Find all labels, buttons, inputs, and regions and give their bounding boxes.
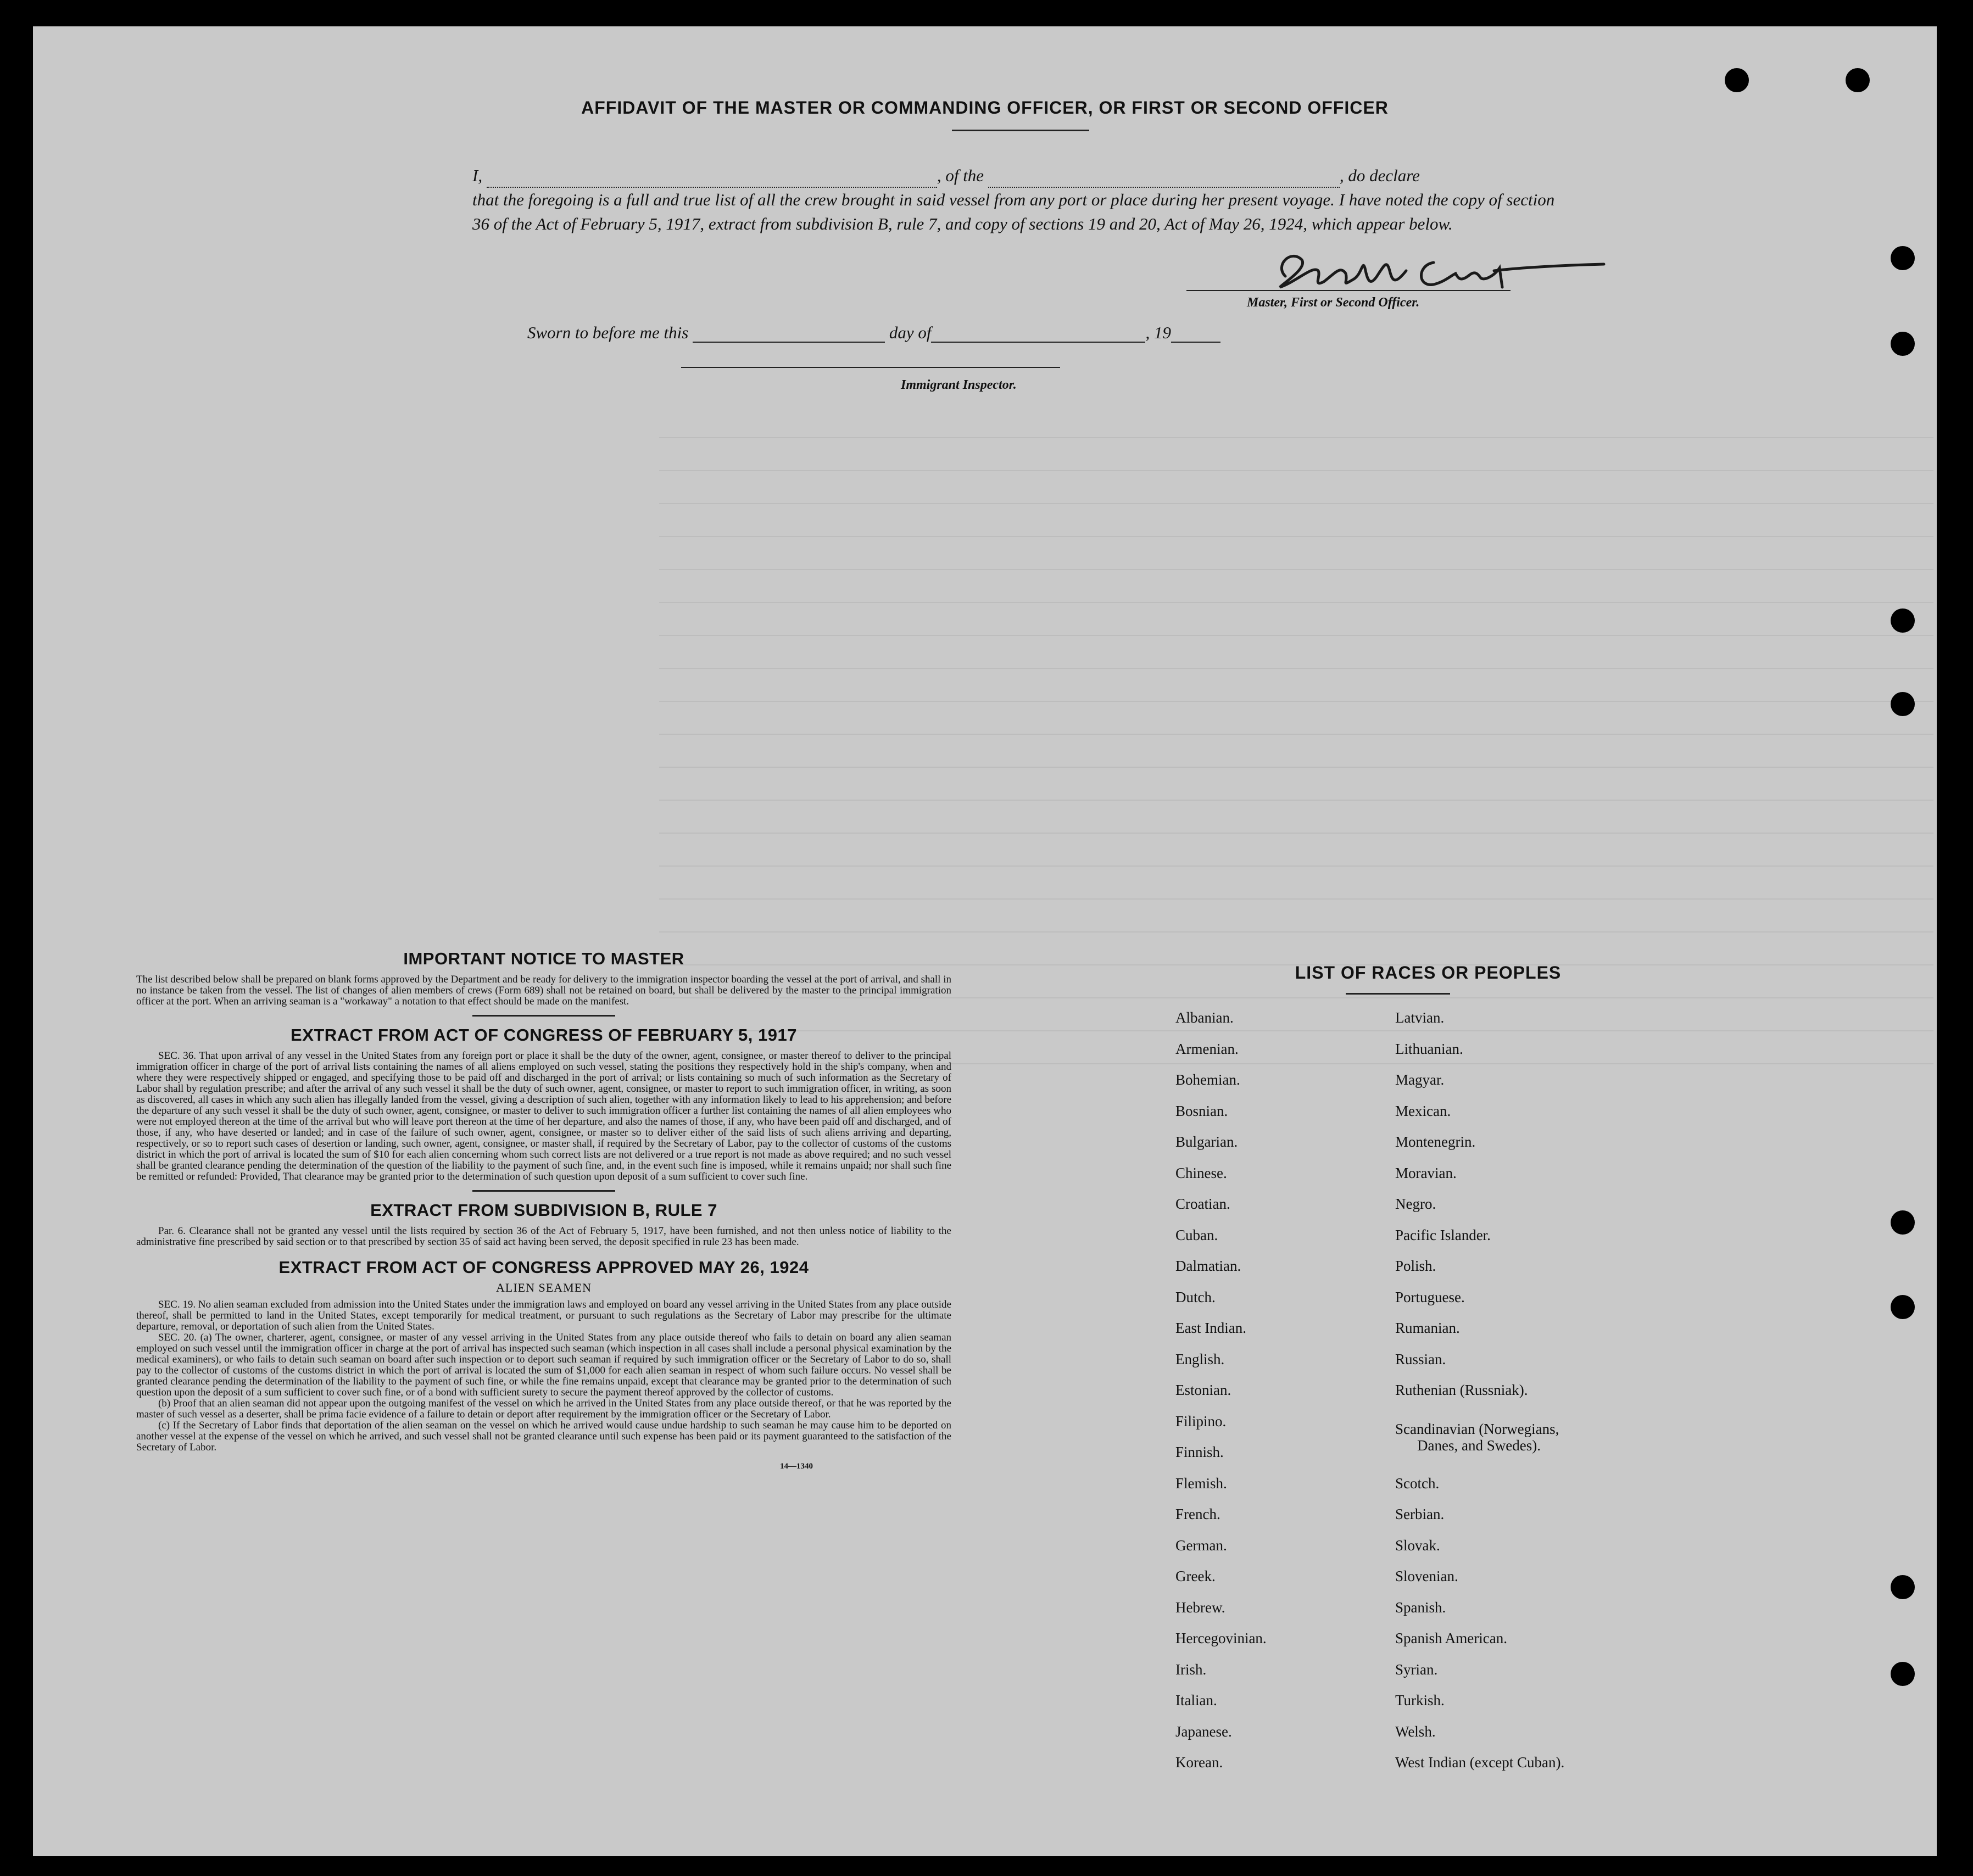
section-20c-text: (c) If the Secretary of Labor finds that deportation of the alien seaman on the vessel on which he arrived would cause undue hardship to such seaman he may cause him to be deported on another vessel at the expense of the vessel on which he arrived, and such vessel shall not be granted clearance until such expense has been paid or its payment guaranteed to the satisfaction of the Secretary of Labor. bbox=[136, 1420, 951, 1453]
sworn-prefix: Sworn to before me this bbox=[527, 323, 689, 342]
race-item: French. bbox=[1175, 1506, 1220, 1522]
race-item: Greek. bbox=[1175, 1568, 1216, 1584]
race-item: Portuguese. bbox=[1395, 1288, 1465, 1305]
races-right-column bbox=[1395, 1009, 1564, 1785]
vessel-prefix: , of the bbox=[937, 166, 984, 185]
notice-text: The list described below shall be prepared on blank forms approved by the Department and be ready for delivery to the immigration inspector boarding the vessel at the port of arrival, and shall in no instance be taken from the vessel. The list of changes of alien members of crews (Form 689) shall not be retained on board, but shall be delivered by the master to the principal immigration officer at the port. When an arriving seaman is a "workaway" a notation to that effect should be made on the manifest. bbox=[136, 974, 951, 1007]
race-item: Irish. bbox=[1175, 1661, 1207, 1678]
extract-1917-title: EXTRACT FROM ACT OF CONGRESS OF FEBRUARY 5, 1917 bbox=[291, 1025, 797, 1045]
race-item: Russian. bbox=[1395, 1350, 1446, 1367]
declare-suffix: , do declare bbox=[1339, 166, 1420, 185]
sworn-month-field[interactable] bbox=[931, 325, 1145, 343]
punch-hole bbox=[1891, 246, 1915, 270]
declarant-prefix: I, bbox=[472, 166, 483, 185]
race-item: East Indian. bbox=[1175, 1320, 1246, 1336]
race-item: Lithuanian. bbox=[1395, 1040, 1463, 1057]
race-item: Ruthenian (Russniak). bbox=[1395, 1382, 1528, 1398]
race-item: Spanish American. bbox=[1395, 1630, 1507, 1646]
race-item: Slovenian. bbox=[1395, 1568, 1458, 1584]
punch-hole bbox=[1891, 692, 1915, 716]
race-item: Italian. bbox=[1175, 1692, 1217, 1709]
sworn-date-field[interactable] bbox=[693, 325, 885, 343]
sworn-line bbox=[527, 323, 1220, 343]
section-19-text: SEC. 19. No alien seaman excluded from admission into the United States under the immigration laws and employed on board any vessel arriving in the United States from any place outside thereof, shall be permitted to land in the United States, except temporarily for medical treatment, or pursuant to such regulations as the Secretary of Labor may prescribe for the ultimate departure, removal, or deportation of such alien from the United States. bbox=[136, 1299, 951, 1332]
race-item: Negro. bbox=[1395, 1196, 1436, 1212]
race-item: Spanish. bbox=[1395, 1599, 1446, 1616]
race-item: Bulgarian. bbox=[1175, 1134, 1238, 1150]
race-item: Polish. bbox=[1395, 1258, 1436, 1274]
declaration-body: that the foregoing is a full and true list of all the crew brought in said vessel from any port or place during her present voyage. I have noted the copy of section 36 of the Act of February 5, 1917, extract from subdivision B, rule 7, and copy of sections 19 and 20, Act of May 26, 1924, which appear below. bbox=[472, 190, 1555, 233]
races-title: LIST OF RACES OR PEOPLES bbox=[1295, 963, 1562, 982]
inspector-label: Immigrant Inspector. bbox=[901, 378, 1017, 392]
rule-7-text: Par. 6. Clearance shall not be granted any vessel until the lists required by section 36 of the Act of February 5, 1917, have been furnished, and not then unless notice of liability to the administrative fine prescribed by said section or to that prescribed by section 35 of said act having been served, the deposit specified in rule 23 has been made. bbox=[136, 1225, 951, 1248]
race-item: Japanese. bbox=[1175, 1723, 1232, 1740]
race-item: Estonian. bbox=[1175, 1382, 1231, 1398]
notice-title: IMPORTANT NOTICE TO MASTER bbox=[403, 949, 684, 968]
race-item: Scotch. bbox=[1395, 1475, 1440, 1492]
form-number: 14—1340 bbox=[780, 1462, 813, 1471]
race-item: Welsh. bbox=[1395, 1723, 1436, 1740]
signature-line bbox=[1186, 290, 1511, 291]
race-item: Scandinavian (Norwegians, bbox=[1395, 1420, 1559, 1437]
race-item: West Indian (except Cuban). bbox=[1395, 1754, 1565, 1771]
legal-notice-column bbox=[126, 949, 961, 1471]
race-item: Armenian. bbox=[1175, 1040, 1239, 1057]
rule-7-title: EXTRACT FROM SUBDIVISION B, RULE 7 bbox=[370, 1201, 717, 1220]
punch-hole bbox=[1725, 68, 1749, 92]
race-item: Mexican. bbox=[1395, 1102, 1451, 1119]
race-item: Croatian. bbox=[1175, 1196, 1230, 1212]
race-item: Syrian. bbox=[1395, 1661, 1438, 1678]
race-item: Slovak. bbox=[1395, 1537, 1440, 1554]
punch-hole bbox=[1891, 1295, 1915, 1319]
sworn-day-label: day of bbox=[889, 323, 932, 342]
race-item: Filipino. bbox=[1175, 1412, 1227, 1430]
race-item: Pacific Islander. bbox=[1395, 1226, 1491, 1243]
race-item: Danes, and Swedes). bbox=[1417, 1437, 1541, 1454]
race-item: Rumanian. bbox=[1395, 1320, 1460, 1336]
race-item: Montenegrin. bbox=[1395, 1134, 1476, 1150]
races-left-column bbox=[1175, 1009, 1267, 1785]
race-item: Cuban. bbox=[1175, 1226, 1218, 1243]
document-sheet bbox=[33, 26, 1937, 1856]
race-item: Magyar. bbox=[1395, 1071, 1445, 1088]
race-item: Dalmatian. bbox=[1175, 1258, 1241, 1274]
race-item: Hercegovinian. bbox=[1175, 1630, 1267, 1646]
affidavit-title: AFFIDAVIT OF THE MASTER OR COMMANDING OFFICER, OR FIRST OR SECOND OFFICER bbox=[581, 98, 1389, 118]
race-item: Serbian. bbox=[1395, 1506, 1445, 1522]
race-item: Hebrew. bbox=[1175, 1599, 1225, 1616]
race-item: Moravian. bbox=[1395, 1164, 1457, 1181]
race-item: Albanian. bbox=[1175, 1009, 1234, 1026]
race-item: Korean. bbox=[1175, 1754, 1223, 1771]
sworn-year-field[interactable] bbox=[1171, 325, 1220, 343]
section-divider bbox=[472, 1015, 615, 1017]
section-20a-text: SEC. 20. (a) The owner, charterer, agent, consignee, or master of any vessel arriving in the United States from any place outside thereof who fails to detain on board any alien seaman employed on such vessel until the immigration officer in charge at the port of arrival has inspected such seaman (which inspection in all cases shall include a personal physical examination by the medical examiners), or who fails to detain such seaman on board after such inspection or to deport such seaman if required by such immigration officer or the Secretary of Labor to do so, shall pay to the collector of customs of the customs district in which the port of arrival is located the sum of $1,000 for each alien seaman in respect of whom such failure occurs. No vessel shall be granted clearance pending the determination of the liability to the payment of such fine, or while the fine remains unpaid, except that clearance may be granted prior to the determination of such question upon the deposit of a sum sufficient to cover such fine, or of a bond with sufficient surety to secure the payment thereof approved by the collector of customs. bbox=[136, 1332, 951, 1398]
section-divider bbox=[472, 1190, 615, 1192]
inspector-signature-line bbox=[681, 367, 1060, 368]
race-item: Chinese. bbox=[1175, 1164, 1227, 1181]
race-item: Turkish. bbox=[1395, 1692, 1445, 1709]
section-20b-text: (b) Proof that an alien seaman did not appear upon the outgoing manifest of the vessel on which he arrived in the United States from any place outside thereof, or that he was reported by the master of such vessel as a deserter, shall be prima facie evidence of a failure to detain or deport after requirement by the immigration officer or the Secretary of Labor. bbox=[136, 1398, 951, 1420]
race-item: Dutch. bbox=[1175, 1288, 1216, 1305]
title-divider bbox=[952, 130, 1089, 131]
punch-hole bbox=[1846, 68, 1870, 92]
alien-seamen-subtitle: ALIEN SEAMEN bbox=[496, 1281, 592, 1294]
officer-signature bbox=[1252, 243, 1626, 304]
punch-hole bbox=[1891, 608, 1915, 633]
extract-1924-title: EXTRACT FROM ACT OF CONGRESS APPROVED MAY 26, 1924 bbox=[278, 1258, 809, 1277]
punch-hole bbox=[1891, 332, 1915, 356]
declaration-first-line bbox=[472, 164, 1571, 188]
race-item: Finnish. bbox=[1175, 1444, 1224, 1460]
race-item: Latvian. bbox=[1395, 1009, 1445, 1026]
race-item: Flemish. bbox=[1175, 1475, 1227, 1492]
races-title-divider bbox=[1346, 993, 1450, 995]
extract-1917-text: SEC. 36. That upon arrival of any vessel in the United States from any foreign port or place it shall be the duty of the owner, agent, consignee, or master thereof to deliver to the principal immigration officer in charge of the port of arrival lists containing the names of all aliens employed on such vessel, stating the positions they respectively hold in the ship's company, when and where they were respectively shipped or engaged, and specifying those to be paid off and discharged in the port of arrival; or lists containing so much of such information as the Secretary of Labor shall by regulation prescribe; and after the arrival of any such vessel it shall be the duty of such owner, agent, consignee, or master to report to such immigration officer, in writing, as soon as discovered, all cases in which any such alien has illegally landed from the vessel, giving a description of such alien, together with any information likely to lead to his apprehension; and before the departure of any such vessel it shall be the duty of such owner, agent, consignee, or master to deliver to such immigration officer a further list containing the names of all alien employees who were not employed thereon at the time of the arrival but who will leave port thereon at the time of her departure, and also the names of those, if any, who have been paid off and discharged, and of those, if any, who have deserted or landed; and in case of the failure of such owner, agent, consignee, or master so to deliver either of the said lists of such aliens arriving and departing, respectively, or so to report such cases of desertion or landing, such owner, agent, consignee, or master shall, if required by the Secretary of Labor, pay to the collector of customs of the customs district in which the port of arrival is located the sum of $10 for each alien concerning whom such correct lists are not delivered or a true report is not made as above required; and no such vessel shall be granted clearance pending the determination of the question of the liability to the payment of such fine, and, in the event such fine is imposed, while it remains unpaid; nor shall such fine be remitted or refunded: Provided, That clearance may be granted prior to the determination of such question upon deposit of a sum sufficient to cover such fine. bbox=[136, 1050, 951, 1182]
punch-hole bbox=[1891, 1662, 1915, 1686]
race-item: English. bbox=[1175, 1350, 1225, 1367]
signature-label: Master, First or Second Officer. bbox=[1247, 295, 1420, 310]
punch-hole bbox=[1891, 1210, 1915, 1235]
race-item: German. bbox=[1175, 1537, 1227, 1554]
sworn-year-label: , 19 bbox=[1145, 323, 1171, 342]
race-item: Bohemian. bbox=[1175, 1071, 1240, 1088]
punch-hole bbox=[1891, 1575, 1915, 1599]
race-item: Bosnian. bbox=[1175, 1102, 1228, 1119]
affidavit-declaration bbox=[472, 164, 1571, 236]
